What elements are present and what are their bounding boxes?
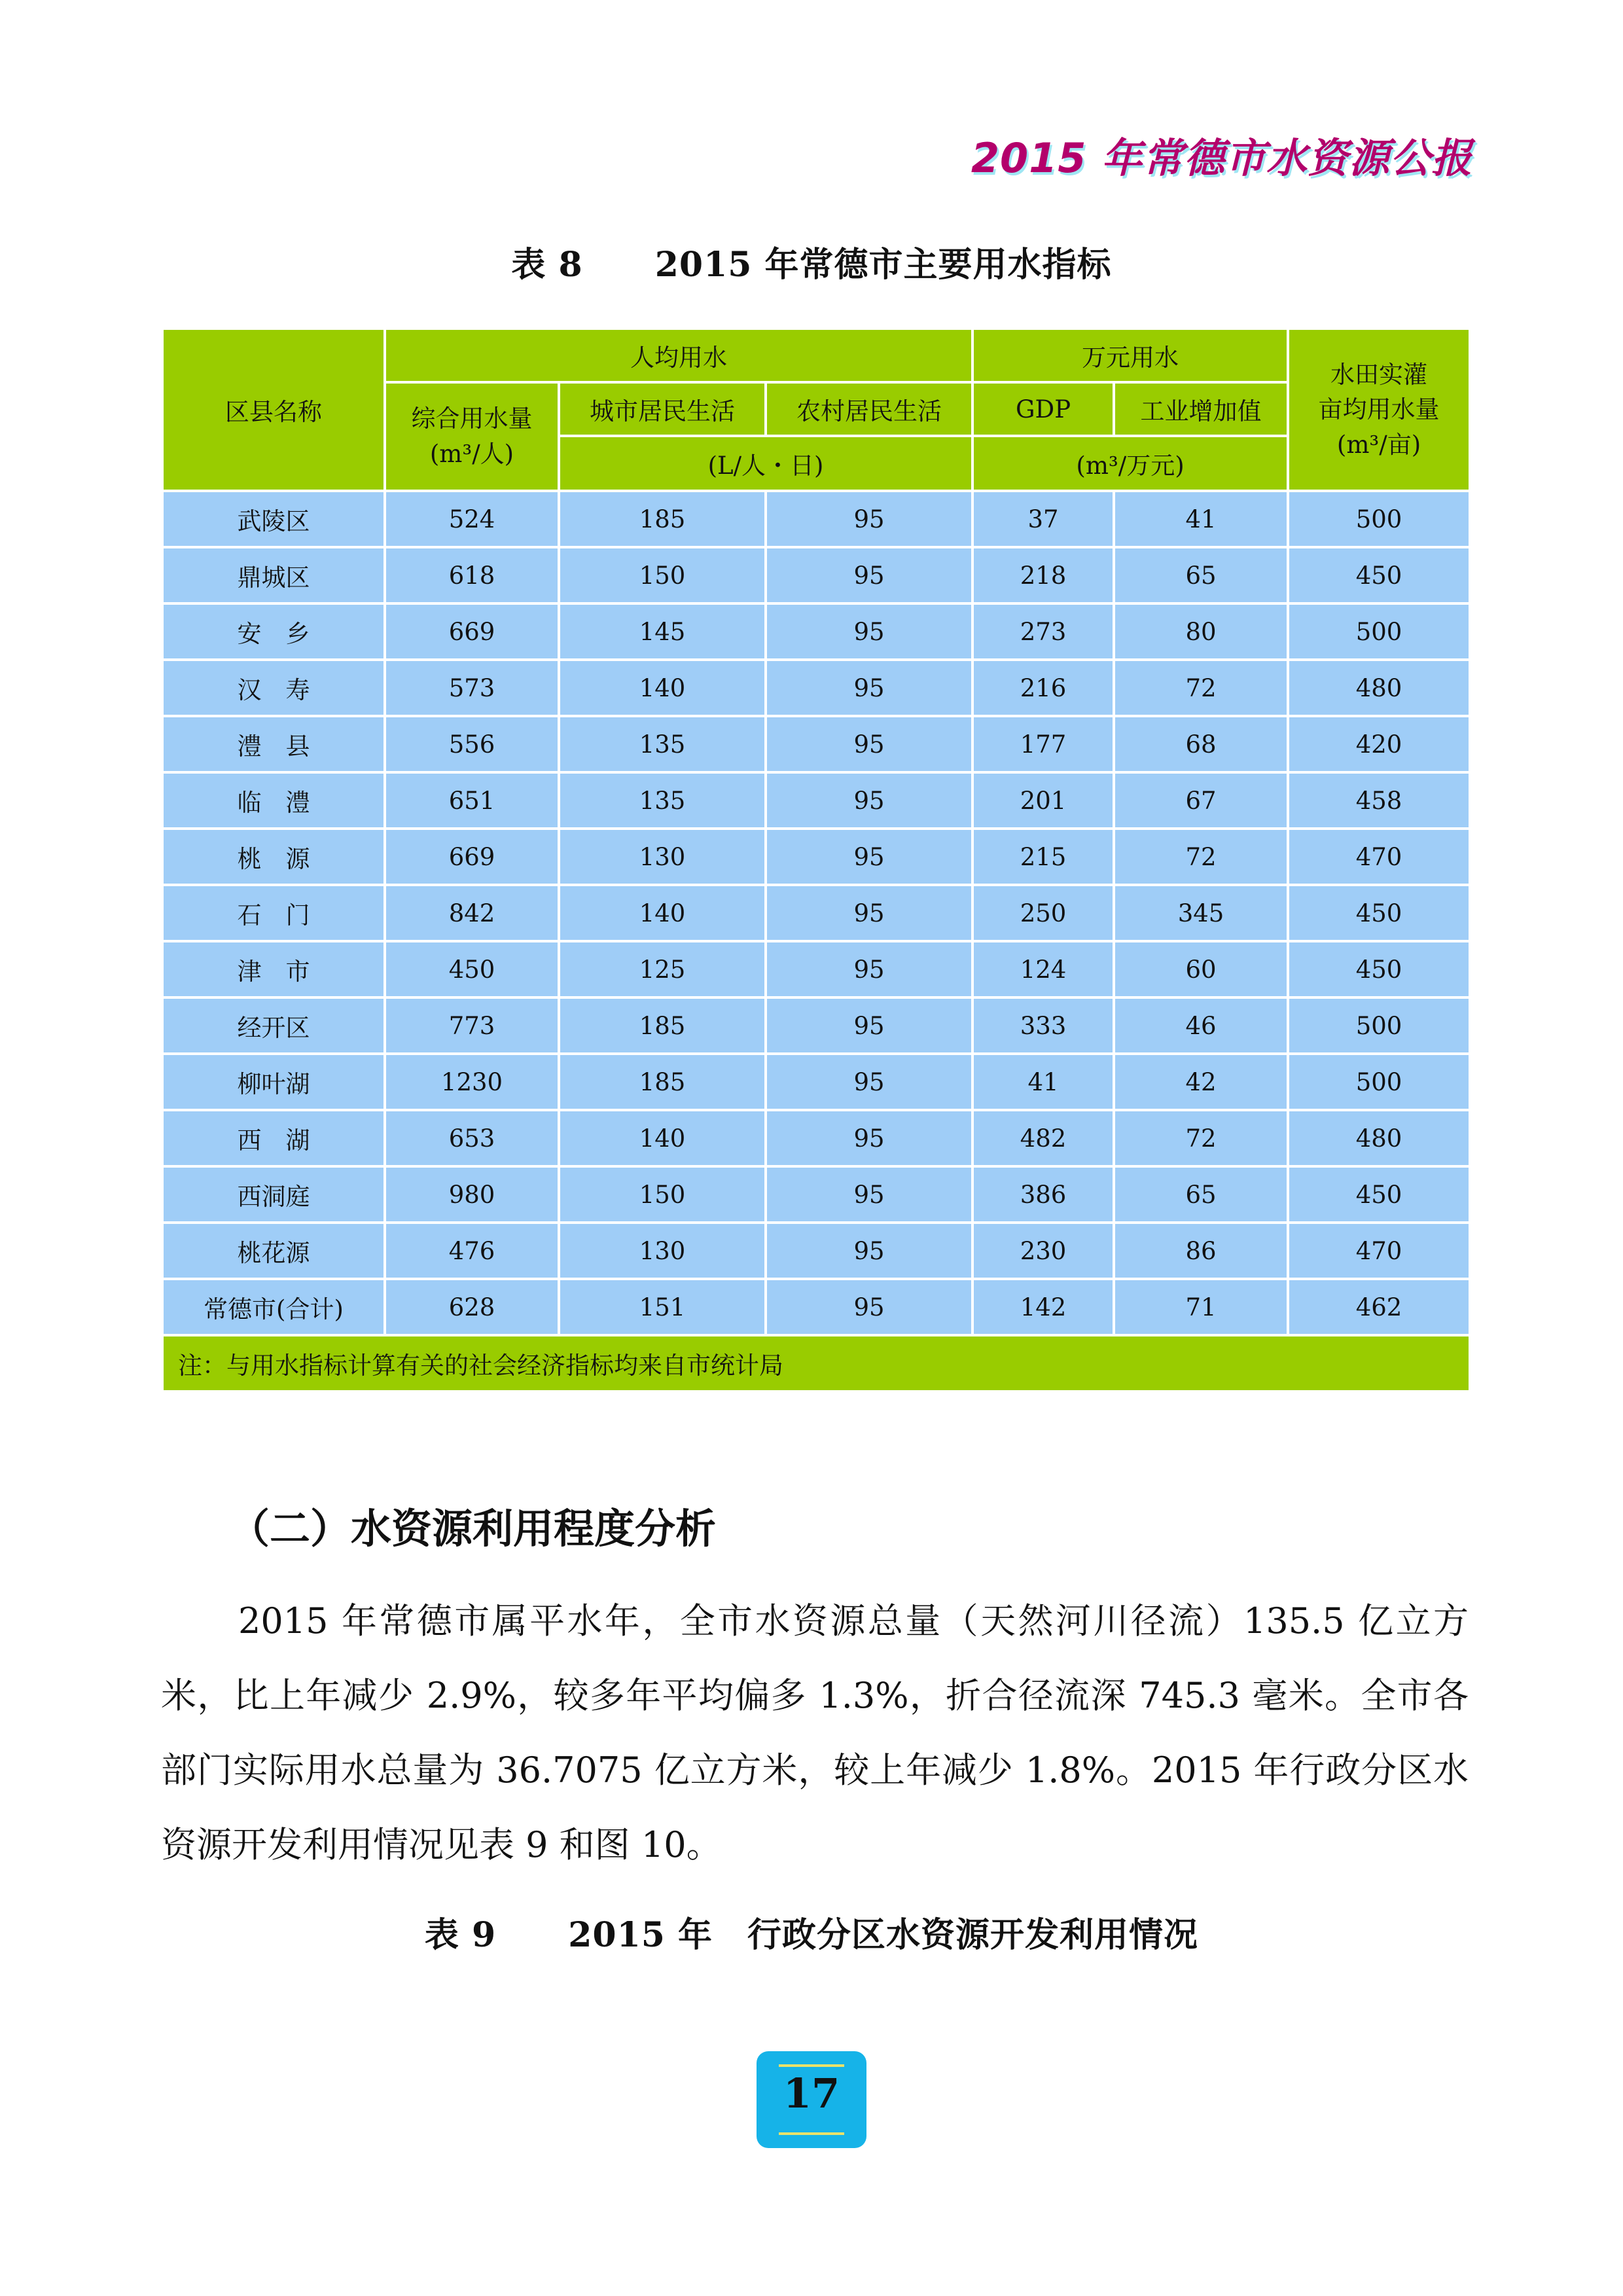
cell-industry: 68 bbox=[1114, 716, 1288, 772]
cell-urban: 140 bbox=[559, 885, 766, 941]
cell-industry: 60 bbox=[1114, 941, 1288, 997]
table-note-row bbox=[162, 1335, 1470, 1391]
cell-rural: 95 bbox=[766, 941, 972, 997]
cell-industry: 65 bbox=[1114, 1166, 1288, 1223]
table-row bbox=[162, 660, 1470, 716]
cell-urban: 135 bbox=[559, 772, 766, 829]
cell-rural: 95 bbox=[766, 660, 972, 716]
header-district: 区县名称 bbox=[162, 329, 385, 491]
table-row bbox=[162, 1110, 1470, 1166]
cell-paddy: 462 bbox=[1288, 1279, 1470, 1335]
table-body bbox=[162, 491, 1470, 1335]
cell-gdp: 333 bbox=[972, 997, 1114, 1054]
badge-line-bottom bbox=[779, 2132, 844, 2135]
cell-paddy: 500 bbox=[1288, 603, 1470, 660]
cell-urban: 185 bbox=[559, 1054, 766, 1110]
cell-urban: 145 bbox=[559, 603, 766, 660]
cell-industry: 86 bbox=[1114, 1223, 1288, 1279]
section-heading: （二）水资源利用程度分析 bbox=[229, 1505, 717, 1552]
cell-gdp: 218 bbox=[972, 547, 1114, 603]
cell-paddy: 450 bbox=[1288, 1166, 1470, 1223]
cell-gdp: 482 bbox=[972, 1110, 1114, 1166]
cell-urban: 135 bbox=[559, 716, 766, 772]
running-header-title: 2015 年常德市水资源公报 bbox=[971, 134, 1472, 182]
cell-district: 石 门 bbox=[162, 885, 385, 941]
body-paragraph: 2015 年常德市属平水年，全市水资源总量（天然河川径流）135.5 亿立方米，比上年减少 2.9%，较多年平均偏多 1.3%，折合径流深 745.3 毫米。全市各部门实际用水总量为 36.7075 亿立方米，较上年减少 1.8%。2015 年行政分区水资源开发利用情况见表 9 和图 10。 bbox=[161, 1600, 1469, 1865]
cell-industry: 46 bbox=[1114, 997, 1288, 1054]
cell-paddy: 450 bbox=[1288, 885, 1470, 941]
cell-paddy: 458 bbox=[1288, 772, 1470, 829]
cell-paddy: 480 bbox=[1288, 660, 1470, 716]
header-per-10k-unit: (m³/万元) bbox=[972, 436, 1288, 491]
cell-gdp: 177 bbox=[972, 716, 1114, 772]
header-comprehensive bbox=[385, 382, 559, 491]
cell-district: 鼎城区 bbox=[162, 547, 385, 603]
cell-comprehensive: 618 bbox=[385, 547, 559, 603]
cell-rural: 95 bbox=[766, 1054, 972, 1110]
cell-paddy: 420 bbox=[1288, 716, 1470, 772]
badge-line-top bbox=[779, 2064, 844, 2067]
table-row bbox=[162, 941, 1470, 997]
cell-rural: 95 bbox=[766, 1279, 972, 1335]
cell-industry: 80 bbox=[1114, 603, 1288, 660]
cell-urban: 130 bbox=[559, 829, 766, 885]
cell-gdp: 37 bbox=[972, 491, 1114, 547]
cell-district: 临 澧 bbox=[162, 772, 385, 829]
cell-urban: 140 bbox=[559, 1110, 766, 1166]
table8-caption-label: 表 8 bbox=[511, 245, 583, 285]
cell-industry: 345 bbox=[1114, 885, 1288, 941]
cell-industry: 72 bbox=[1114, 829, 1288, 885]
page-number-badge bbox=[757, 2051, 866, 2148]
cell-district: 西洞庭 bbox=[162, 1166, 385, 1223]
header-paddy-unit: (m³/亩) bbox=[1336, 430, 1421, 459]
cell-industry: 67 bbox=[1114, 772, 1288, 829]
cell-gdp: 386 bbox=[972, 1166, 1114, 1223]
cell-district: 桃花源 bbox=[162, 1223, 385, 1279]
cell-district: 柳叶湖 bbox=[162, 1054, 385, 1110]
cell-gdp: 41 bbox=[972, 1054, 1114, 1110]
cell-rural: 95 bbox=[766, 1223, 972, 1279]
cell-urban: 185 bbox=[559, 491, 766, 547]
cell-comprehensive: 651 bbox=[385, 772, 559, 829]
table9-caption-label: 表 9 bbox=[424, 1915, 497, 1955]
cell-gdp: 273 bbox=[972, 603, 1114, 660]
cell-district: 桃 源 bbox=[162, 829, 385, 885]
header-comprehensive-line1: 综合用水量 bbox=[411, 404, 533, 433]
cell-comprehensive: 573 bbox=[385, 660, 559, 716]
table-row bbox=[162, 885, 1470, 941]
table-row bbox=[162, 997, 1470, 1054]
table9-caption bbox=[0, 1907, 1623, 1956]
table-row bbox=[162, 603, 1470, 660]
header-comprehensive-unit: (m³/人) bbox=[429, 440, 514, 468]
cell-gdp: 124 bbox=[972, 941, 1114, 997]
water-use-indicators-table bbox=[161, 327, 1471, 1393]
cell-rural: 95 bbox=[766, 829, 972, 885]
cell-comprehensive: 773 bbox=[385, 997, 559, 1054]
cell-urban: 125 bbox=[559, 941, 766, 997]
table8-caption-title: 2015 年常德市主要用水指标 bbox=[654, 245, 1112, 285]
cell-district: 汉 寿 bbox=[162, 660, 385, 716]
cell-rural: 95 bbox=[766, 997, 972, 1054]
page-number: 17 bbox=[783, 2070, 840, 2117]
cell-rural: 95 bbox=[766, 603, 972, 660]
cell-rural: 95 bbox=[766, 1110, 972, 1166]
cell-comprehensive: 653 bbox=[385, 1110, 559, 1166]
cell-comprehensive: 556 bbox=[385, 716, 559, 772]
header-per-10k-yuan: 万元用水 bbox=[972, 329, 1288, 382]
cell-comprehensive: 669 bbox=[385, 829, 559, 885]
cell-rural: 95 bbox=[766, 491, 972, 547]
cell-urban: 130 bbox=[559, 1223, 766, 1279]
table8-caption bbox=[0, 237, 1623, 286]
cell-industry: 71 bbox=[1114, 1279, 1288, 1335]
cell-industry: 42 bbox=[1114, 1054, 1288, 1110]
table-row bbox=[162, 772, 1470, 829]
cell-comprehensive: 524 bbox=[385, 491, 559, 547]
cell-district: 澧 县 bbox=[162, 716, 385, 772]
header-gdp: GDP bbox=[972, 382, 1114, 436]
cell-urban: 150 bbox=[559, 547, 766, 603]
cell-comprehensive: 669 bbox=[385, 603, 559, 660]
cell-urban: 185 bbox=[559, 997, 766, 1054]
cell-gdp: 201 bbox=[972, 772, 1114, 829]
cell-paddy: 480 bbox=[1288, 1110, 1470, 1166]
cell-rural: 95 bbox=[766, 716, 972, 772]
cell-urban: 140 bbox=[559, 660, 766, 716]
cell-rural: 95 bbox=[766, 547, 972, 603]
table-row bbox=[162, 547, 1470, 603]
header-per-capita-unit: (L/人・日) bbox=[559, 436, 972, 491]
table-row bbox=[162, 1279, 1470, 1335]
cell-district: 安 乡 bbox=[162, 603, 385, 660]
cell-paddy: 470 bbox=[1288, 1223, 1470, 1279]
cell-paddy: 500 bbox=[1288, 1054, 1470, 1110]
header-paddy-line1: 水田实灌 bbox=[1330, 360, 1428, 389]
table9-caption-title: 2015 年 行政分区水资源开发利用情况 bbox=[568, 1915, 1199, 1955]
cell-industry: 72 bbox=[1114, 660, 1288, 716]
cell-paddy: 470 bbox=[1288, 829, 1470, 885]
cell-gdp: 230 bbox=[972, 1223, 1114, 1279]
header-rural: 农村居民生活 bbox=[766, 382, 972, 436]
cell-gdp: 215 bbox=[972, 829, 1114, 885]
cell-comprehensive: 980 bbox=[385, 1166, 559, 1223]
cell-urban: 151 bbox=[559, 1279, 766, 1335]
table-header-row bbox=[162, 329, 1470, 382]
cell-comprehensive: 628 bbox=[385, 1279, 559, 1335]
table-row bbox=[162, 1166, 1470, 1223]
table-row bbox=[162, 829, 1470, 885]
table-row bbox=[162, 491, 1470, 547]
cell-district: 武陵区 bbox=[162, 491, 385, 547]
header-industry: 工业增加值 bbox=[1114, 382, 1288, 436]
cell-gdp: 142 bbox=[972, 1279, 1114, 1335]
cell-comprehensive: 1230 bbox=[385, 1054, 559, 1110]
cell-district: 西 湖 bbox=[162, 1110, 385, 1166]
cell-paddy: 500 bbox=[1288, 997, 1470, 1054]
cell-comprehensive: 476 bbox=[385, 1223, 559, 1279]
cell-paddy: 450 bbox=[1288, 941, 1470, 997]
header-per-capita: 人均用水 bbox=[385, 329, 972, 382]
cell-district: 经开区 bbox=[162, 997, 385, 1054]
cell-industry: 41 bbox=[1114, 491, 1288, 547]
table-row bbox=[162, 716, 1470, 772]
table-row bbox=[162, 1054, 1470, 1110]
cell-paddy: 500 bbox=[1288, 491, 1470, 547]
cell-urban: 150 bbox=[559, 1166, 766, 1223]
cell-industry: 72 bbox=[1114, 1110, 1288, 1166]
cell-industry: 65 bbox=[1114, 547, 1288, 603]
table-row bbox=[162, 1223, 1470, 1279]
header-paddy bbox=[1288, 329, 1470, 491]
cell-comprehensive: 842 bbox=[385, 885, 559, 941]
cell-paddy: 450 bbox=[1288, 547, 1470, 603]
cell-district: 津 市 bbox=[162, 941, 385, 997]
cell-comprehensive: 450 bbox=[385, 941, 559, 997]
cell-district: 常德市(合计) bbox=[162, 1279, 385, 1335]
cell-rural: 95 bbox=[766, 772, 972, 829]
cell-gdp: 216 bbox=[972, 660, 1114, 716]
cell-rural: 95 bbox=[766, 885, 972, 941]
cell-gdp: 250 bbox=[972, 885, 1114, 941]
header-paddy-line2: 亩均用水量 bbox=[1318, 395, 1440, 424]
cell-rural: 95 bbox=[766, 1166, 972, 1223]
table-note: 注：与用水指标计算有关的社会经济指标均来自市统计局 bbox=[162, 1335, 1470, 1391]
header-urban: 城市居民生活 bbox=[559, 382, 766, 436]
